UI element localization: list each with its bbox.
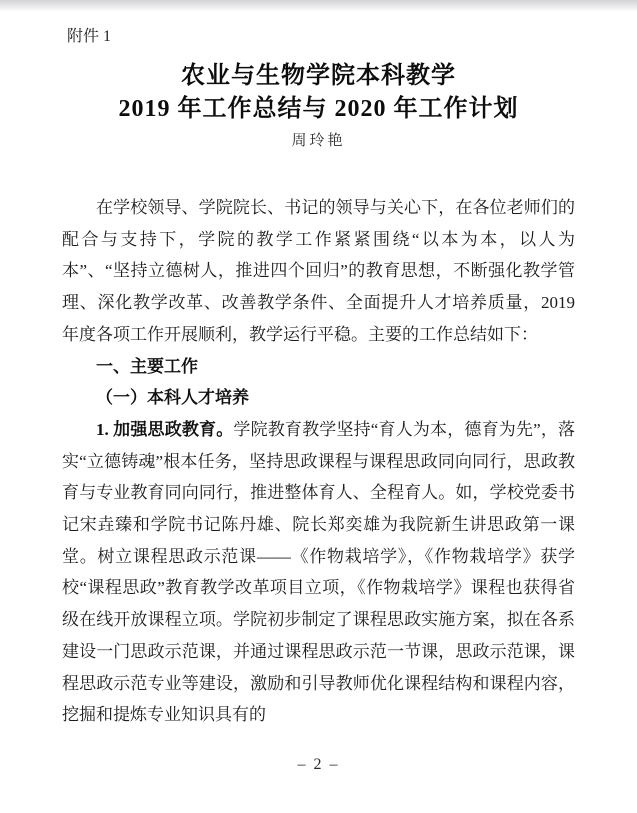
section-heading-main-work: 一、主要工作: [96, 356, 198, 376]
paragraph-body-text: 学院教育教学坚持“育人为本，德育为先”，落实“立德铸魂”根本任务，坚持思政课程与课程思政同向同行，思政教育与专业教育同向同行，推进整体育人、全程育人。如，学校党委书记宋垚臻和学院书记陈丹雄、院长郑奕雄为我院新生讲思政第一课堂。树立课程思政示范课——《作物栽培学》，《作物栽培学》获学校“课程思政”教育教学改革项目立项，《作物栽培学》课程也获得省级在线开放课程立项。学院初步制定了课程思政实施方案，拟在各系建设一门思政示范课，并通过课程思政示范一节课，思政示范课，课程思政示范专业等建设，激励和引导教师优化课程结构和课程内容，挖掘和提炼专业知识具有的: [62, 419, 576, 725]
document-author: 周玲艳: [291, 133, 346, 149]
document-body: [62, 192, 575, 731]
attachment-label: 附件 1: [67, 28, 112, 45]
paragraph-lead-bold: 1. 加强思政教育。: [96, 419, 234, 439]
paragraph-ideological-education: [62, 414, 575, 731]
paragraph-intro: 在学校领导、学院院长、书记的领导与关心下，在各位老师们的配合与支持下，学院的教学工作紧紧围绕“以本为本，以人为本”、“坚持立德树人，推进四个回归”的教育思想，不断强化教学管理、深化教学改革、改善教学条件、全面提升人才培养质量，2019 年度各项工作开展顺利，教学运行平稳。主要的工作总结如下：: [62, 198, 575, 344]
subsection-heading-undergraduate-talent: （一）本科人才培养: [96, 388, 249, 408]
document-title-line1: 农业与生物学院本科教学: [181, 63, 456, 89]
document-title-line2: 2019 年工作总结与 2020 年工作计划: [118, 96, 519, 122]
page-top-shadow: [0, 0, 637, 14]
page-number: – 2 –: [297, 755, 340, 773]
